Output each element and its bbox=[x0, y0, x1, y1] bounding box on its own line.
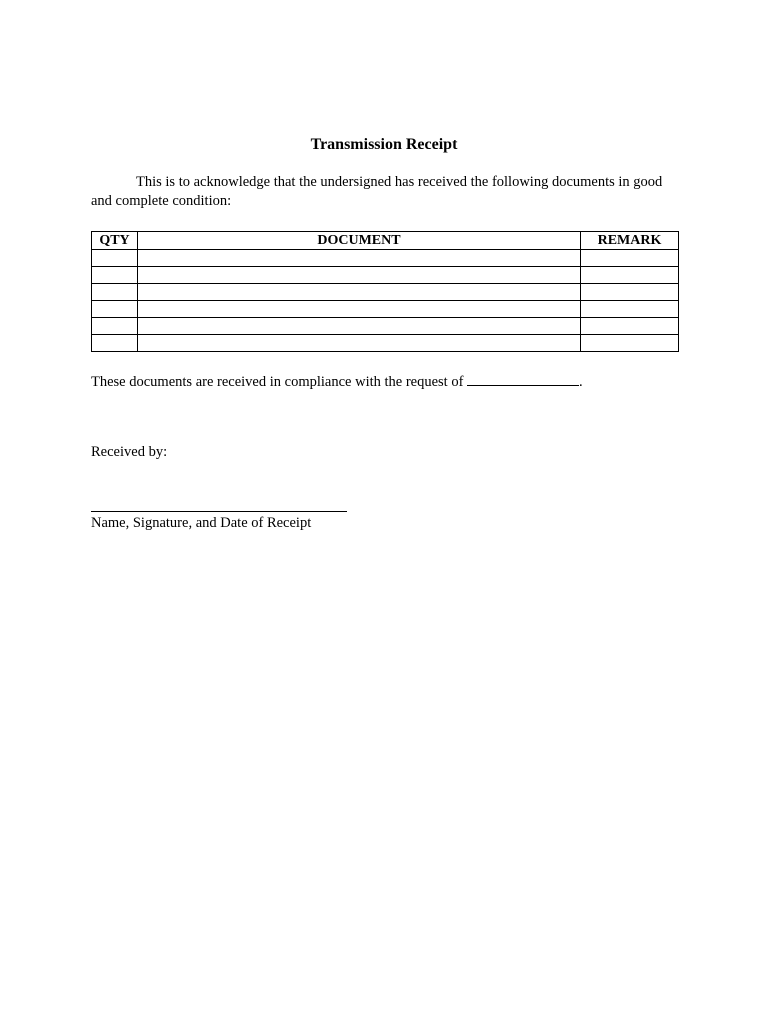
intro-paragraph: This is to acknowledge that the undersigned has received the following documents in good and complete condition: bbox=[91, 174, 663, 209]
remark-cell bbox=[581, 284, 679, 301]
table-row bbox=[92, 301, 679, 318]
remark-cell bbox=[581, 335, 679, 352]
table-header-row bbox=[92, 232, 679, 250]
remark-cell bbox=[581, 301, 679, 318]
signature-line bbox=[91, 511, 347, 512]
table-row bbox=[92, 250, 679, 267]
document-cell bbox=[138, 335, 581, 352]
document-cell bbox=[138, 301, 581, 318]
received-by-label: Received by: bbox=[91, 444, 168, 460]
document-cell bbox=[138, 318, 581, 335]
qty-cell bbox=[92, 250, 138, 267]
document-cell bbox=[138, 267, 581, 284]
column-header-remark: REMARK bbox=[581, 232, 679, 250]
compliance-text: These documents are received in compliance with the request of bbox=[91, 374, 464, 390]
document-title: Transmission Receipt bbox=[310, 136, 458, 153]
qty-cell bbox=[92, 284, 138, 301]
compliance-statement bbox=[91, 372, 583, 392]
signature-caption: Name, Signature, and Date of Receipt bbox=[91, 515, 312, 531]
qty-cell bbox=[92, 301, 138, 318]
remark-cell bbox=[581, 267, 679, 284]
qty-cell bbox=[92, 267, 138, 284]
table-row bbox=[92, 318, 679, 335]
document-cell bbox=[138, 284, 581, 301]
requester-blank-line bbox=[467, 372, 579, 386]
qty-cell bbox=[92, 318, 138, 335]
qty-cell bbox=[92, 335, 138, 352]
table-row bbox=[92, 335, 679, 352]
document-cell bbox=[138, 250, 581, 267]
column-header-qty: QTY bbox=[92, 232, 138, 250]
column-header-document: DOCUMENT bbox=[138, 232, 581, 250]
table-row bbox=[92, 267, 679, 284]
remark-cell bbox=[581, 318, 679, 335]
compliance-period: . bbox=[579, 374, 583, 390]
remark-cell bbox=[581, 250, 679, 267]
table-row bbox=[92, 284, 679, 301]
documents-table bbox=[91, 231, 679, 352]
